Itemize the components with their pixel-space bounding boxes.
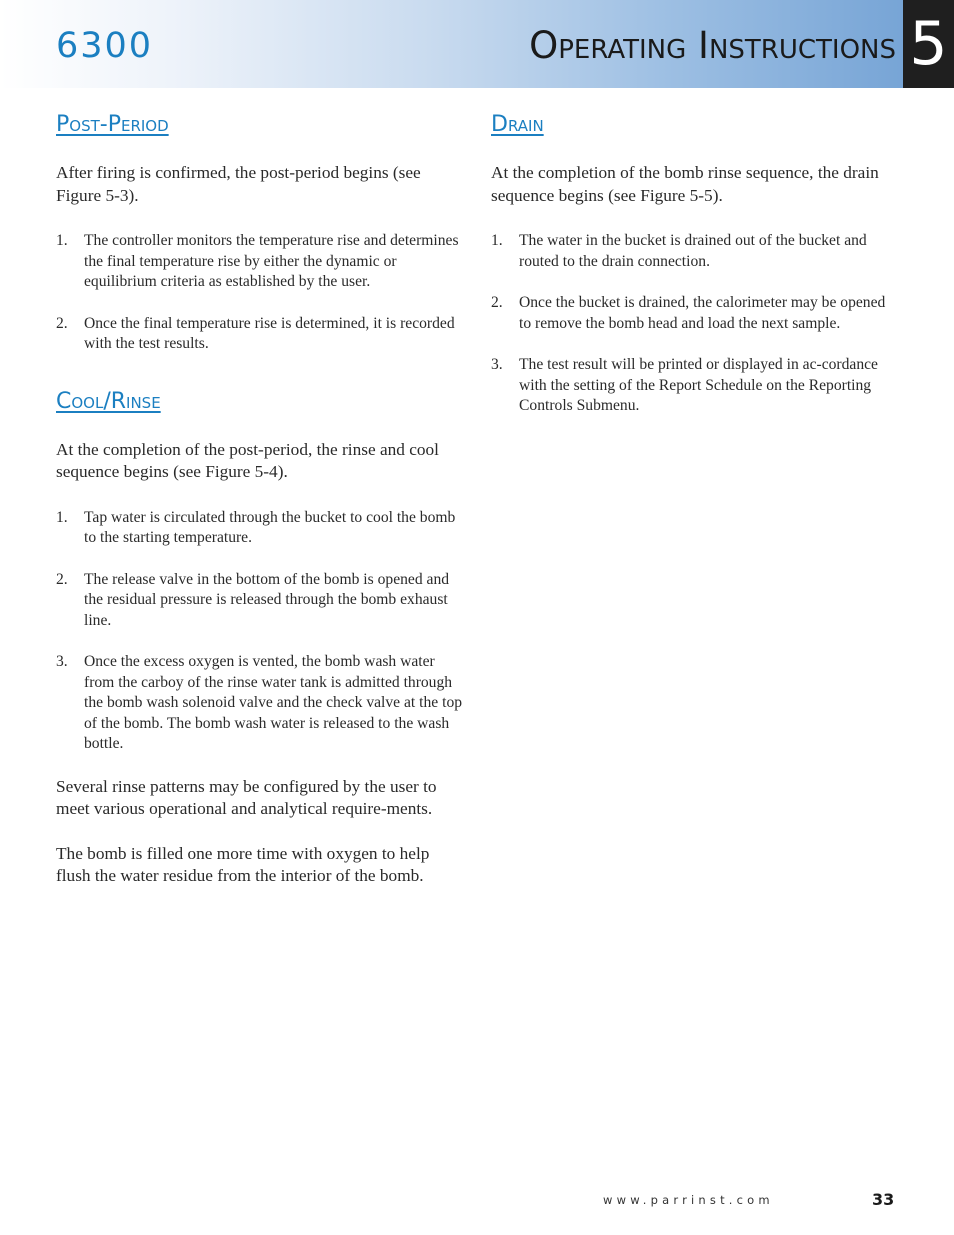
- step-text: Tap water is circulated through the bucket to cool the bomb to the starting temperature.: [84, 508, 456, 546]
- chapter-number-badge: 5: [903, 0, 954, 88]
- cool-rinse-intro: At the completion of the post-period, the rinse and cool sequence begins (see Figure 5-4).: [56, 439, 439, 481]
- list-item: [56, 231, 466, 293]
- drain-heading: Drain: [491, 112, 544, 137]
- cool-rinse-steps: [56, 508, 466, 755]
- list-item: [491, 231, 899, 272]
- right-column: [491, 110, 899, 438]
- cool-rinse-section: [56, 387, 466, 888]
- post-period-steps: [56, 231, 466, 355]
- step-text: The test result will be printed or displayed in ac-cordance with the setting of the Report Schedule on the Reporting Controls Submenu.: [519, 356, 878, 414]
- step-number: 3.: [491, 356, 503, 373]
- step-number: 1.: [56, 232, 68, 249]
- list-item: [56, 508, 466, 549]
- post-period-section: [56, 110, 466, 355]
- list-item: [491, 355, 899, 417]
- step-number: 3.: [56, 653, 68, 670]
- chapter-title: Operating Instructions: [529, 24, 896, 67]
- left-column: [56, 110, 466, 910]
- footer-url: www.parrinst.com: [603, 1193, 774, 1207]
- model-number: 6300: [56, 26, 154, 66]
- cool-rinse-heading: Cool/Rinse: [56, 388, 161, 414]
- step-text: Once the final temperature rise is determined, it is recorded with the test results.: [84, 314, 455, 352]
- drain-steps: [491, 231, 899, 417]
- drain-section: [491, 110, 899, 417]
- step-number: 2.: [491, 294, 503, 311]
- step-text: The release valve in the bottom of the bomb is opened and the residual pressure is released through the bomb exhaust line.: [84, 570, 450, 629]
- rinse-patterns-paragraph: Several rinse patterns may be configured by the user to meet various operational and analytical require-ments.: [56, 776, 437, 818]
- list-item: [56, 314, 466, 355]
- list-item: [56, 652, 466, 755]
- step-number: 1.: [56, 508, 68, 526]
- step-number: 2.: [56, 314, 68, 332]
- post-period-intro: After firing is confirmed, the post-period begins (see Figure 5-3).: [56, 163, 421, 205]
- step-text: Once the excess oxygen is vented, the bomb wash water from the carboy of the rinse water tank is admitted through the bomb wash solenoid valve and the check valve at the top of the bomb. The bomb wash water is released to the wash bottle.: [84, 653, 463, 752]
- step-text: Once the bucket is drained, the calorimeter may be opened to remove the bomb head and load the next sample.: [519, 294, 886, 332]
- list-item: [491, 293, 899, 334]
- step-number: 2.: [56, 570, 68, 588]
- step-text: The controller monitors the temperature rise and determines the final temperature rise by either the dynamic or equilibrium criteria as established by the user.: [84, 232, 459, 290]
- page-number: 33: [872, 1190, 895, 1209]
- oxygen-flush-paragraph: The bomb is filled one more time with oxygen to help flush the water residue from the interior of the bomb.: [56, 843, 430, 885]
- step-text: The water in the bucket is drained out of the bucket and routed to the drain connection.: [519, 232, 867, 270]
- post-period-heading: Post-Period: [56, 112, 169, 137]
- step-number: 1.: [491, 232, 503, 249]
- drain-intro: At the completion of the bomb rinse sequence, the drain sequence begins (see Figure 5-5).: [491, 163, 879, 205]
- list-item: [56, 570, 466, 632]
